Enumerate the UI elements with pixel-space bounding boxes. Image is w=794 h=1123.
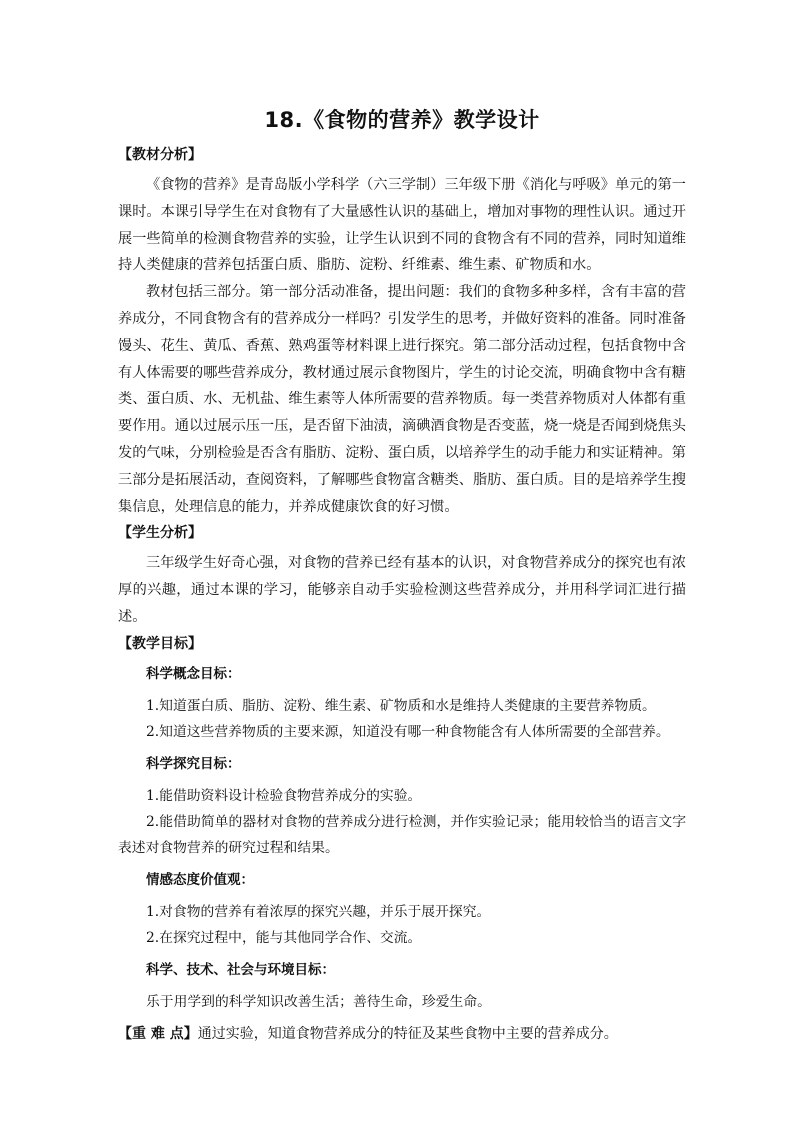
inquiry-goal-2: 2.能借助简单的器材对食物的营养成分进行检测，并作实验记录；能用较恰当的语言文字表述对食物营养的研究过程和结果。 bbox=[118, 813, 686, 856]
heading-student-analysis: 【学生分析】 bbox=[118, 525, 202, 542]
subheading-attitude-goals: 情感态度价值观： bbox=[146, 871, 254, 888]
material-analysis-paragraph-2: 教材包括三部分。第一部分活动准备，提出问题：我们的食物多种多样，含有丰富的营养成分，不同食物含有的营养成分一样吗？引发学生的思考，并做好资料的准备。同时准备馒头、花生、黄瓜、香蕉、熟鸡蛋等材料课上进行探究。第二部分活动过程，包括食物中含有人体需要的哪些营养成分，教材通过展示食物图片，学生的讨论交流，明确食物中含有糖类、蛋白质、水、无机盐、维生素等人体所需要的营养物质。每一类营养物质对人体都有重要作用。通以过展示压一压，是否留下油渍，滴碘酒食物是否变蓝，烧一烧是否闻到烧焦头发的气味，分别检验是否含有脂肪、淀粉、蛋白质，以培养学生的动手能力和实证精神。第三部分是拓展活动，查阅资料，了解哪些食物富含糖类、脂肪、蛋白质。目的是培养学生搜集信息，处理信息的能力，并养成健康饮食的好习惯。 bbox=[118, 284, 686, 515]
document-title: 18.《食物的营养》教学设计 bbox=[264, 108, 540, 132]
concept-goal-1: 1.知道蛋白质、脂肪、淀粉、维生素、矿物质和水是维持人类健康的主要营养物质。 bbox=[146, 697, 656, 714]
sts-goal-1: 乐于用学到的科学知识改善生活；善待生命，珍爱生命。 bbox=[146, 993, 491, 1010]
key-difficult-points bbox=[118, 1021, 686, 1047]
subheading-sts-goals: 科学、技术、社会与环境目标： bbox=[146, 961, 335, 978]
subheading-inquiry-goals: 科学探究目标： bbox=[146, 755, 241, 772]
subheading-concept-goals: 科学概念目标： bbox=[146, 665, 241, 682]
key-points-label: 【重 难 点】 bbox=[118, 1025, 198, 1042]
attitude-goal-2: 2.在探究过程中，能与其他同学合作、交流。 bbox=[146, 929, 422, 946]
key-points-text: 通过实验，知道食物营养成分的特征及某些食物中主要的营养成分。 bbox=[197, 1025, 618, 1042]
heading-teaching-goals: 【教学目标】 bbox=[118, 635, 202, 652]
concept-goal-2: 2.知道这些营养物质的主要来源，知道没有哪一种食物能含有人体所需要的全部营养。 bbox=[146, 723, 670, 740]
heading-material-analysis: 【教材分析】 bbox=[118, 147, 202, 163]
material-analysis-paragraph-1: 《食物的营养》是青岛版小学科学（六三学制）三年级下册《消化与呼吸》单元的第一课时。本课引导学生在对食物有了大量感性认识的基础上，增加对事物的理性认识。通过开展一些简单的检测食物营养的实验，让学生认识到不同的食物含有不同的营养，同时知道维持人类健康的营养包括蛋白质、脂肪、淀粉、纤维素、维生素、矿物质和水。 bbox=[118, 177, 686, 274]
attitude-goal-1: 1.对食物的营养有着浓厚的探究兴趣，并乐于展开探究。 bbox=[146, 903, 491, 920]
student-analysis-paragraph: 三年级学生好奇心强，对食物的营养已经有基本的认识，对食物营养成分的探究也有浓厚的兴趣，通过本课的学习，能够亲自动手实验检测这些营养成分，并用科学词汇进行描述。 bbox=[118, 555, 686, 625]
inquiry-goal-1: 1.能借助资料设计检验食物营养成分的实验。 bbox=[146, 787, 422, 804]
